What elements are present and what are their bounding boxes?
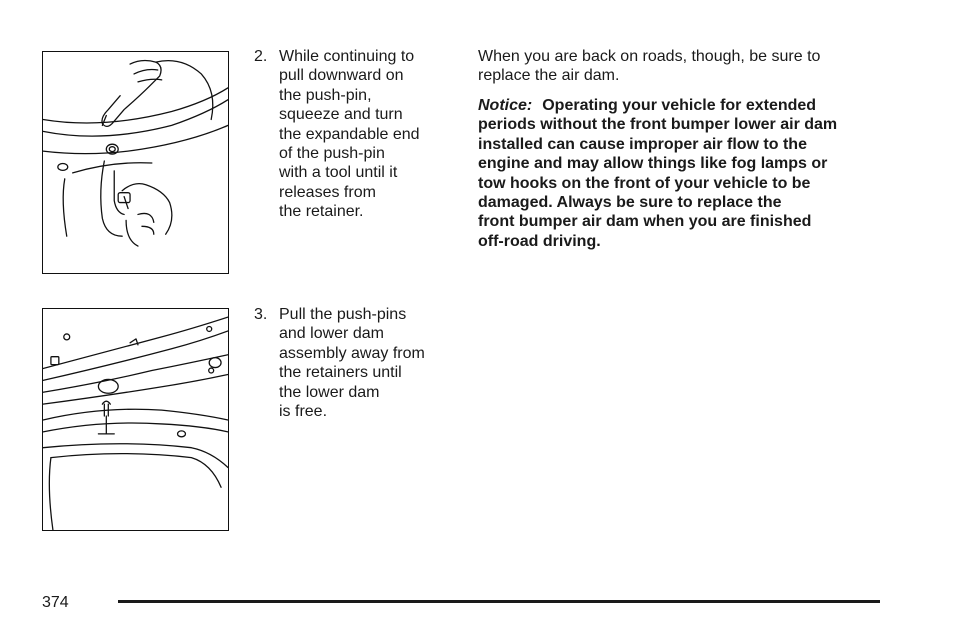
step-2-number: 2. bbox=[254, 48, 268, 65]
step-2-line: releases from bbox=[279, 183, 376, 201]
notice-line: engine and may allow things like fog lamps or bbox=[478, 155, 828, 173]
notice-line: installed can cause improper air flow to the bbox=[478, 135, 807, 153]
step-3-line: is free. bbox=[279, 403, 328, 421]
step-2-line: of the push-pin bbox=[279, 145, 385, 163]
step-2-text bbox=[279, 47, 459, 222]
air-dam-removal-illustration bbox=[42, 308, 229, 531]
paragraph-line: replace the air dam. bbox=[478, 67, 620, 85]
page-number: 374 bbox=[42, 594, 69, 611]
step-2-line: squeeze and turn bbox=[279, 106, 403, 124]
notice-line: front bumper air dam when you are finished bbox=[478, 213, 812, 231]
notice-label: Notice: bbox=[478, 97, 533, 114]
notice-line: Operating your vehicle for extended bbox=[542, 97, 817, 114]
push-pin-removal-illustration bbox=[42, 51, 229, 274]
notice-line: periods without the front bumper lower air dam bbox=[478, 116, 838, 134]
step-3-line: and lower dam bbox=[279, 325, 384, 343]
notice-paragraph bbox=[478, 96, 898, 251]
notice-line: damaged. Always be sure to replace the bbox=[478, 194, 782, 212]
step-3-line: assembly away from bbox=[279, 344, 425, 362]
step-3-text bbox=[279, 305, 459, 421]
notice-first-line bbox=[478, 96, 898, 115]
step-2-line: with a tool until it bbox=[279, 164, 398, 182]
step-3-line: Pull the push-pins bbox=[279, 306, 407, 323]
footer-rule bbox=[118, 600, 880, 603]
notice-line: off-road driving. bbox=[478, 232, 601, 250]
step-3-number: 3. bbox=[254, 306, 268, 323]
step-2-line: While continuing to bbox=[279, 48, 415, 65]
step-2-line: the push-pin, bbox=[279, 86, 372, 104]
step-3-line: the retainers until bbox=[279, 364, 402, 382]
step-2-line: pull downward on bbox=[279, 67, 404, 85]
back-on-roads-paragraph bbox=[478, 47, 898, 86]
step-2-line: the retainer. bbox=[279, 203, 364, 221]
notice-line: tow hooks on the front of your vehicle to be bbox=[478, 174, 811, 192]
step-2-line: the expandable end bbox=[279, 125, 420, 143]
step-3-line: the lower dam bbox=[279, 383, 380, 401]
paragraph-line: When you are back on roads, though, be sure to bbox=[478, 48, 821, 65]
